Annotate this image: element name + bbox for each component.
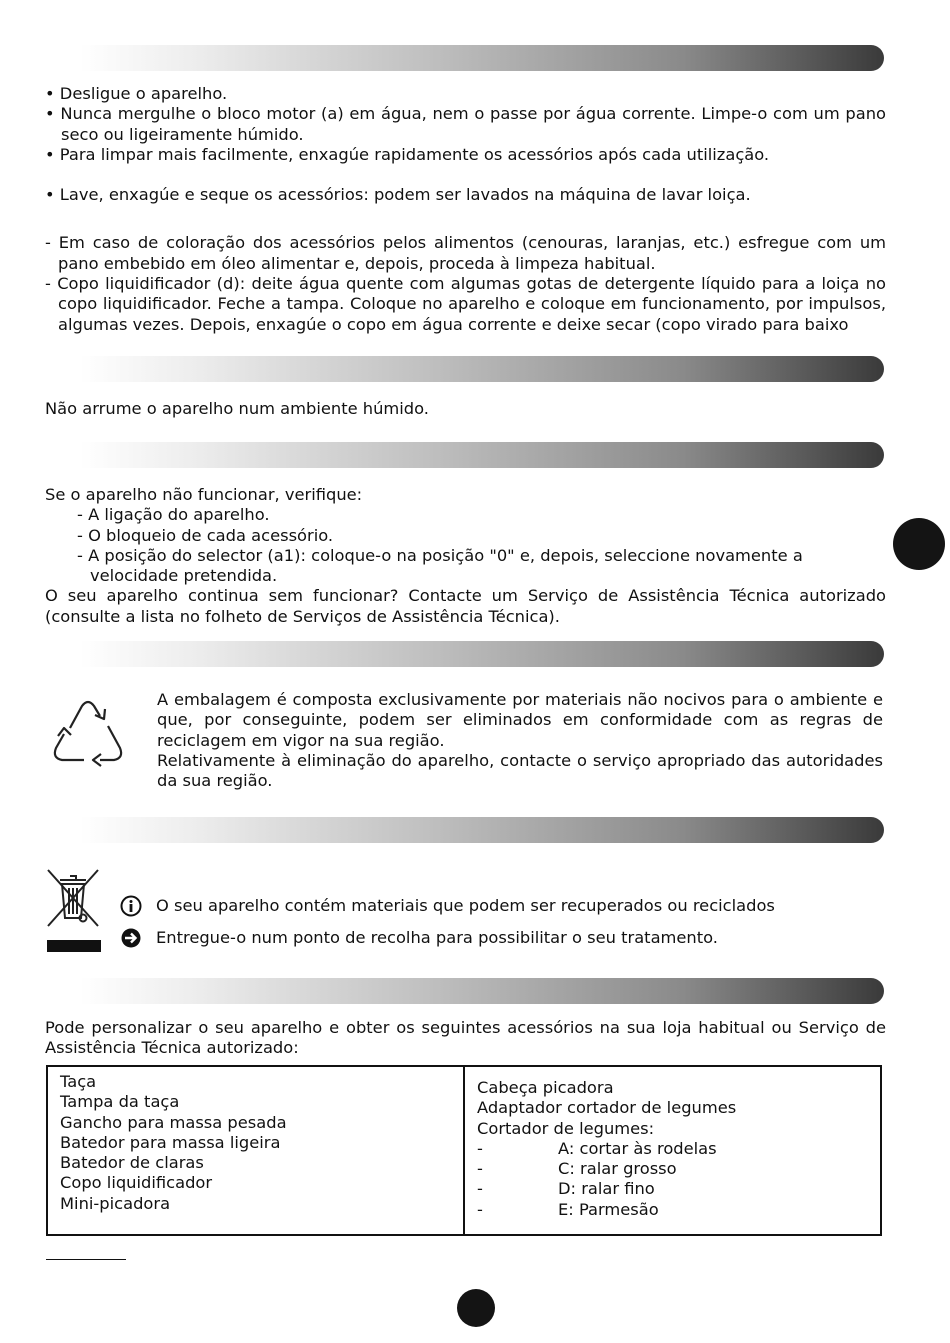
section-header-bar-environment	[80, 641, 884, 667]
section-header-bar-storage	[80, 356, 884, 382]
disposal-info-line	[120, 895, 775, 917]
cutter-item: - D: ralar fino	[477, 1179, 655, 1199]
accessory-item: Batedor para massa ligeira	[60, 1132, 281, 1152]
troubleshoot-outro: O seu aparelho continua sem funcionar? Contacte um Serviço de Assistência Técnica autorizado (consulte a lista no folheto de Serviços de Assistência Técnica).	[45, 586, 886, 626]
disposal-info-text: O seu aparelho contém materiais que podem ser recuperados ou reciclados	[156, 895, 775, 915]
environment-paragraph: Relativamente à eliminação do aparelho, contacte o serviço apropriado das autoridades da sua região.	[157, 750, 883, 791]
troubleshoot-intro: Se o aparelho não funcionar, verifique:	[45, 485, 363, 504]
cleaning-bullet: • Desligue o aparelho.	[45, 84, 228, 103]
troubleshoot-item: - A ligação do aparelho.	[77, 505, 270, 525]
accessory-item: Gancho para massa pesada	[60, 1112, 287, 1132]
cutter-item: - E: Parmesão	[477, 1199, 659, 1219]
troubleshooting-section	[45, 485, 886, 627]
accessories-intro: Pode personalizar o seu aparelho e obter os seguintes acessórios na sua loja habitual ou Serviço de Assistência Técnica autorizado:	[45, 1018, 886, 1058]
info-icon	[120, 895, 142, 917]
disposal-action-line	[120, 927, 718, 949]
environment-paragraph: A embalagem é composta exclusivamente por materiais não nocivos para o ambiente e que, por conseguinte, podem ser eliminados em conformidade com as regras de reciclagem em vigor na sua região.	[157, 690, 883, 750]
cutter-item: - C: ralar grosso	[477, 1159, 677, 1179]
arrow-right-icon	[120, 927, 142, 949]
cleaning-bullet: • Nunca mergulhe o bloco motor (a) em água, nem o passe por água corrente. Limpe-o com um pano seco ou ligeiramente húmido.	[45, 104, 886, 144]
accessory-item: Cabeça picadora	[477, 1078, 614, 1097]
section-header-bar-cleaning	[80, 45, 884, 71]
accessory-item: Batedor de claras	[60, 1153, 204, 1173]
accessories-table	[46, 1065, 882, 1236]
accessory-item: Taça	[60, 1072, 97, 1091]
cleaning-section	[45, 84, 886, 335]
accessories-left-column	[47, 1066, 464, 1235]
accessories-right-column	[464, 1066, 881, 1235]
section-header-bar-troubleshooting	[80, 442, 884, 468]
crossed-bin-icon	[44, 866, 102, 956]
accessory-item: Tampa da taça	[60, 1092, 180, 1112]
page-marker	[457, 1289, 495, 1327]
storage-text: Não arrume o aparelho num ambiente húmido.	[45, 399, 429, 418]
environment-text	[157, 690, 883, 791]
section-header-bar-accessories	[80, 978, 884, 1004]
cleaning-bullet: • Para limpar mais facilmente, enxagúe rapidamente os acessórios após cada utilização.	[45, 144, 770, 164]
disposal-action-text: Entregue-o num ponto de recolha para possibilitar o seu tratamento.	[156, 927, 718, 947]
accessory-item: Mini-picadora	[60, 1193, 171, 1213]
storage-section	[45, 399, 886, 419]
troubleshoot-item: - O bloqueio de cada acessório.	[77, 525, 334, 545]
side-tab-marker	[893, 518, 945, 570]
footnote-rule	[46, 1259, 126, 1260]
cleaning-bullet: • Lave, enxagúe e seque os acessórios: podem ser lavados na máquina de lavar loiça.	[45, 185, 751, 205]
accessory-item: Cortador de legumes:	[477, 1118, 655, 1138]
section-header-bar-disposal	[80, 817, 884, 843]
cleaning-dash-item: - Copo liquidificador (d): deite água quente com algumas gotas de detergente líquido para a loiça no copo liquidificador. Feche a tampa. Coloque no aparelho e coloque em funcionamento, por impulsos, algumas vezes. Depois, enxagúe o copo em água corrente e deixe secar (copo virado para baixo	[45, 274, 886, 334]
troubleshoot-item: - A posição do selector (a1): coloque-o na posição "0" e, depois, seleccione novamente a velocidade pretendida.	[77, 545, 803, 586]
cleaning-dash-item: - Em caso de coloração dos acessórios pelos alimentos (cenouras, laranjas, etc.) esfregue com um pano embebido em óleo alimentar e, depois, proceda à limpeza habitual.	[45, 233, 887, 273]
accessory-item: Adaptador cortador de legumes	[477, 1098, 737, 1118]
recycle-icon	[48, 690, 128, 770]
accessory-item: Copo liquidificador	[60, 1173, 213, 1193]
cutter-item: - A: cortar às rodelas	[477, 1138, 717, 1158]
